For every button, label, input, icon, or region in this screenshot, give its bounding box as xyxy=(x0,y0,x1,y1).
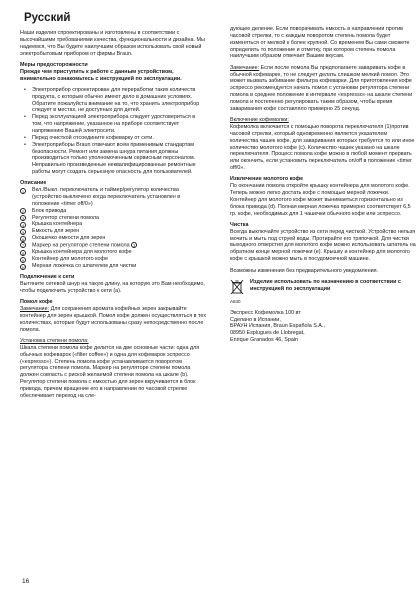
remove-paragraph: Контейнер для молотого кофе может вынимаеться горизонтально из блока привода (d). Полная мерная ложечка примерно соответствует 6,5 гр. кофе, необходимых для 1 чашечки обычного кофе или эспрессо. xyxy=(230,196,411,217)
setting-heading: Установка степени помола: xyxy=(20,338,89,345)
list-item: 6 Окошечко емкости для зерен xyxy=(21,235,106,242)
list-item: 2 Блок привода xyxy=(21,207,67,215)
left-column xyxy=(20,30,206,404)
cleaning-heading: Чистка xyxy=(230,221,249,228)
number-badge: 1 xyxy=(21,188,25,194)
number-badge: 6 xyxy=(21,236,25,242)
switch-on-heading: Включение кофемолки: xyxy=(230,117,289,124)
remove-heading: Извлечение молотого кофе xyxy=(230,176,304,183)
list-item: 7 Маркер на регуляторе степени помола 3 xyxy=(21,242,136,249)
list-item: • Перед эксплуатацией электроприбора следует удостовериться в том, что напряжение, указанное на приборе соответствует напряжению Вашей электросети. xyxy=(20,114,206,135)
address-line: Сделано в Испании, xyxy=(230,316,281,323)
switch-on-paragraph: Кофемолка включается с помощью поворота переключателя (1)против часовой стрелки, который одновременно является указателем количества чашек кофе, для заваривания которых требуется то или иное количество молотого кофе (c). Количество чашек указано на шкале переключателя. Процесс помола кофе можно в любой момент прервать или окончить, если установить переключатель on/off в положение «timer off/0». xyxy=(230,123,415,172)
connect-paragraph: Вытяните сетевой шнур на такую длину, на которую это Вам необходимо, чтобы подключить устройство к сети (a). xyxy=(20,281,205,295)
grinding-paragraph: Замечание: Для сохранения аромата кофейных зерен закрывайте контейнер для зерен крышкой. Помол кофе должен осуществляться в тех количествах, которые будут использованы сразу непосредственно после помола. xyxy=(20,306,207,333)
list-item: 4 Крышка контейнера xyxy=(21,221,83,228)
safety-subheading: Прежде чем приступить к работе с данным устройством, внимательно ознакомьтесь с инструкцией по эксплуатации. xyxy=(20,68,182,82)
address-line: Enrique Granados 46, Spain xyxy=(230,337,299,344)
list-item: 9 Контейнер для молотого кофе xyxy=(21,256,108,263)
description-heading: Описание xyxy=(20,180,47,187)
parts-list xyxy=(20,187,206,270)
list-item: 1 Вкл./Выкл. переключатель и таймер/регулятор количества (устройство выключено когда переключатель установлен в положение «timer off/0») xyxy=(21,187,181,207)
number-badge: 3 xyxy=(21,216,25,222)
address-line: Экспресс Кофемолка 100 вт xyxy=(230,309,301,316)
cleaning-paragraph: Всегда выключайте устройство из сети перед чисткой. Устройство нельзя мочить и мыть под струей воды. Протирайте его тряпочкой. Для чистки выходного отверстия для молотого кофе можно использовать шпатель на обратном конце мерной ложечки (e). Крышку и контейнер для молотого кофе с крышкой можно мыть в посудомоечной машине. xyxy=(230,228,416,263)
safety-list xyxy=(20,87,206,176)
recycle-note-text: Изделие использовать по назначению в соответствии с инструкцией по эксплуатации xyxy=(250,278,401,292)
list-item: • Электроприбор спроектирован для переработки таких количеств продукта, с которым обычно имеют дело в домашних условиях. Обратите пожалуйста внимание на то, что хранить электроприбор следует в местах, не доступных для детей. xyxy=(20,87,206,114)
number-badge: 2 xyxy=(21,209,25,215)
connect-heading: Подключение к сети xyxy=(20,274,75,281)
number-badge: 4 xyxy=(21,222,25,228)
crossed-bin-icon xyxy=(230,279,244,295)
number-badge: 9 xyxy=(21,257,25,263)
number-badge: 3 xyxy=(132,242,136,248)
list-item: 5 Емкость для зерен xyxy=(21,228,80,235)
page-number: 16 xyxy=(22,578,30,585)
address-block xyxy=(230,310,416,344)
right-column xyxy=(230,26,416,344)
setting-paragraph: Шкала степени помола кофе делится на две основные части: одна для обычных кофеварок («filter coffee») и одна для кофеварок эспрессо («espresso»). Степень помола кофе устанавливается поворотом регулятора степени помола. Маркер на регуляторе степени помола должен совпасть с риской желаемой степени помола на шкале (b). Регулятор степени помола с емкостью для зерен вкручивается в блок привода, причем вращение его в направлении по часовой стрелке обеспечивает переход на сле- xyxy=(20,344,200,399)
page-title: Русский xyxy=(24,12,71,24)
list-item: 8 Крышка контейнера для молотого кофе xyxy=(21,249,132,256)
recycle-note xyxy=(230,279,416,295)
list-item: 10 Мерная ложечка со шпателем для чистки xyxy=(21,263,137,270)
number-badge: 10 xyxy=(21,264,26,270)
grinding-heading: Помол кофе xyxy=(20,299,53,306)
list-item: • Перед очисткой отсоедините кофеварку от сети. xyxy=(20,135,206,142)
intro-paragraph: Наши изделия спроектированы и изготовлены в соответствии с высочайшими требованиями качества, функциональности и дизайна. Мы надеемся, что Вы будете наилучшим образом использовать свой новый электробытовым прибором от фирмы Braun. xyxy=(20,30,205,57)
remove-paragraph: По окончании помола откройте крышку контейнера для молотого кофе. Теперь можно легко достать кофе с помощью мерной ложечки. xyxy=(230,183,410,197)
address-line: БРАУН Испания, Braun Española S.A., xyxy=(230,323,325,330)
changes-paragraph: Возможны изменения без предварительного уведомления. xyxy=(230,267,379,274)
number-badge: 8 xyxy=(21,250,25,256)
remark-paragraph: Замечание: Если после помола Вы предполагаете заваривать кофе в обычной кофеварке, то не следует делать слишком мелкий помол. Это может вызвать забивание фильтра кофеварки. Для приготовления кофе эспрессо рекомендуется начать помол с установки регулятора степени помола в среднее положение в интервале «espresso» на шкале степени помола и постепенно регулировать таким образом, чтобы время заваривания кофе составляло примерно 25 секунд. xyxy=(230,64,413,112)
icon-label: A840 xyxy=(230,298,241,304)
address-line: 08950 Esplugues de Llobregat, xyxy=(230,330,305,337)
number-badge: 5 xyxy=(21,229,25,235)
list-item: 3 Регулятор степени помола xyxy=(21,214,100,222)
safety-heading: Меры предосторожности xyxy=(20,61,88,68)
list-item: • Электроприборы Braun отвечают всем применимым стандартам безопасности. Ремонт или замена шнура питания должны производиться только уполномоченным сервисным персоналом. Неправильно произведенные неквалифицированные ремонтные работы могут создать серьезную опасность для пользователей. xyxy=(20,142,206,176)
continuation-paragraph: дующее деление. Если поворачивать емкость в направлении против часовой стрелки, то с каждым поворотом степень помола будет изменяться от мелкой к более крупной. Со временем Вы сами сможете определить то положение и отметку, при котором степень помола наилучшим образом отвечает Вашим вкусам. xyxy=(230,26,410,60)
number-badge: 7 xyxy=(21,243,25,249)
